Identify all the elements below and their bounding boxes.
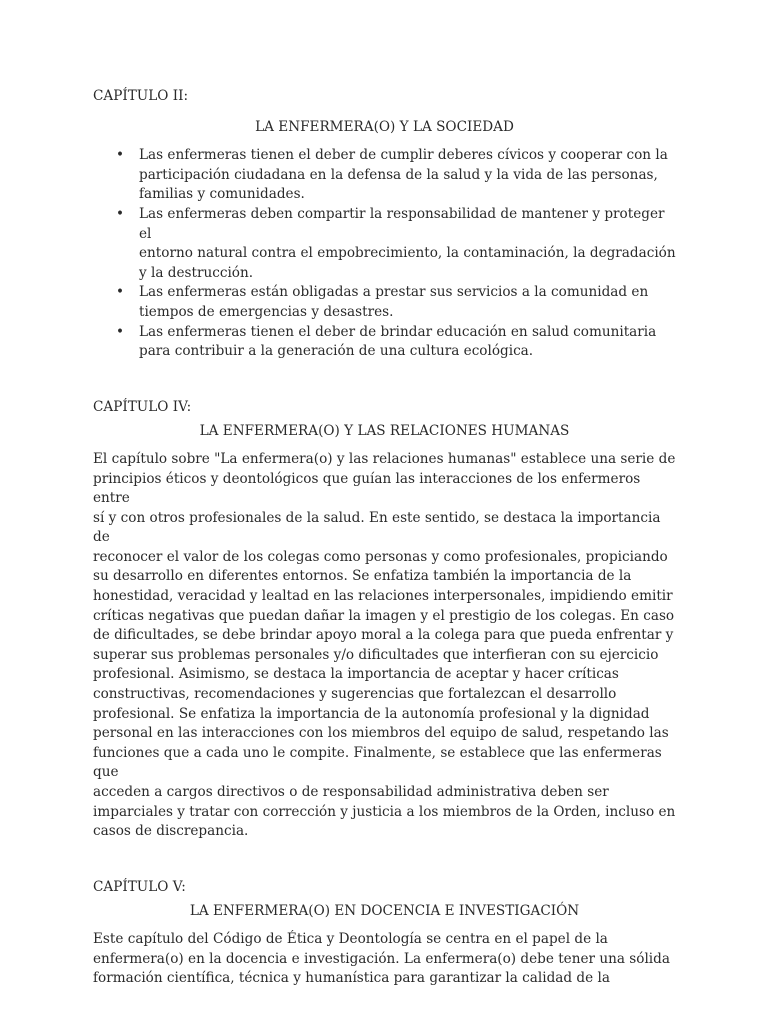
chapter-5-paragraph <box>93 930 676 989</box>
bullet-line: entorno natural contra el empobrecimiento, la contaminación, la degradación <box>139 245 676 262</box>
paragraph-line: imparciales y tratar con corrección y justicia a los miembros de la Orden, incluso en <box>93 803 676 820</box>
paragraph-line: acceden a cargos directivos o de responsabilidad administrativa deben ser <box>93 784 609 800</box>
bullet-line: participación ciudadana en la defensa de la salud y la vida de las personas, <box>139 166 658 183</box>
chapter-4-paragraph <box>93 450 676 842</box>
bullet-dot-icon: • <box>116 323 125 340</box>
paragraph-line: casos de discrepancia. <box>93 823 249 840</box>
paragraph-line: principios éticos y deontológicos que guían las interacciones de los enfermeros entre <box>93 470 641 507</box>
bullet-item <box>93 146 676 205</box>
chapter-2-bullet-list <box>93 146 676 362</box>
bullet-line: para contribuir a la generación de una cultura ecológica. <box>139 343 534 360</box>
paragraph-line: Este capítulo del Código de Ética y Deontología se centra en el papel de la <box>93 930 608 947</box>
chapter-4-section <box>93 398 676 842</box>
paragraph-line: personal en las interacciones con los miembros del equipo de salud, respetando las <box>93 725 669 742</box>
paragraph-line: reconocer el valor de los colegas como personas y como profesionales, propiciando <box>93 548 668 565</box>
paragraph-line: formación científica, técnica y humanística para garantizar la calidad de la <box>93 970 610 987</box>
bullet-line: Las enfermeras tienen el deber de cumplir deberes cívicos y cooperar con la <box>139 147 668 164</box>
paragraph-line: funciones que a cada uno le compite. Finalmente, se establece que las enfermeras que <box>93 744 662 781</box>
chapter-2-label: CAPÍTULO II: <box>93 88 189 104</box>
chapter-5-title: LA ENFERMERA(O) EN DOCENCIA E INVESTIGACIÓN <box>189 903 580 920</box>
paragraph-line: El capítulo sobre "La enfermera(o) y las relaciones humanas" establece una serie de <box>93 450 676 467</box>
chapter-4-label: CAPÍTULO IV: <box>93 398 192 415</box>
paragraph-line: honestidad, veracidad y lealtad en las relaciones interpersonales, impidiendo emitir <box>93 588 673 605</box>
bullet-item <box>93 205 676 283</box>
bullet-line: Las enfermeras están obligadas a prestar sus servicios a la comunidad en <box>139 284 649 301</box>
paragraph-line: superar sus problemas personales y/o dificultades que interfieran con su ejercicio <box>93 646 659 663</box>
paragraph-line: enfermera(o) en la docencia e investigación. La enfermera(o) debe tener una sólida <box>93 950 670 967</box>
bullet-dot-icon: • <box>116 147 125 164</box>
bullet-line: familias y comunidades. <box>139 186 305 203</box>
paragraph-line: profesional. Asimismo, se destaca la importancia de aceptar y hacer críticas <box>93 666 619 683</box>
bullet-line: Las enfermeras tienen el deber de brindar educación en salud comunitaria <box>139 323 657 340</box>
paragraph-line: de dificultades, se debe brindar apoyo moral a la colega para que pueda enfrentar y <box>93 627 674 644</box>
chapter-5-section <box>93 878 676 989</box>
paragraph-line: profesional. Se enfatiza la importancia de la autonomía profesional y la dignidad <box>93 705 650 722</box>
bullet-item <box>93 323 676 362</box>
chapter-4-title: LA ENFERMERA(O) Y LAS RELACIONES HUMANAS <box>199 423 570 440</box>
bullet-dot-icon: • <box>116 284 125 301</box>
paragraph-line: su desarrollo en diferentes entornos. Se enfatiza también la importancia de la <box>93 568 632 585</box>
bullet-line: Las enfermeras deben compartir la responsabilidad de mantener y proteger el <box>139 205 665 242</box>
bullet-item <box>93 283 676 322</box>
chapter-2-title: LA ENFERMERA(O) Y LA SOCIEDAD <box>255 118 514 135</box>
chapter-2-section <box>93 87 676 362</box>
paragraph-line: críticas negativas que puedan dañar la imagen y el prestigio de los colegas. En caso <box>93 607 675 624</box>
bullet-line: y la destrucción. <box>139 264 254 281</box>
bullet-line: tiempos de emergencias y desastres. <box>139 303 394 320</box>
bullet-dot-icon: • <box>116 205 125 222</box>
chapter-5-label: CAPÍTULO V: <box>93 878 186 895</box>
paragraph-line: sí y con otros profesionales de la salud. En este sentido, se destaca la importancia de <box>93 509 661 546</box>
paragraph-line: constructivas, recomendaciones y sugerencias que fortalezcan el desarrollo <box>93 686 617 703</box>
